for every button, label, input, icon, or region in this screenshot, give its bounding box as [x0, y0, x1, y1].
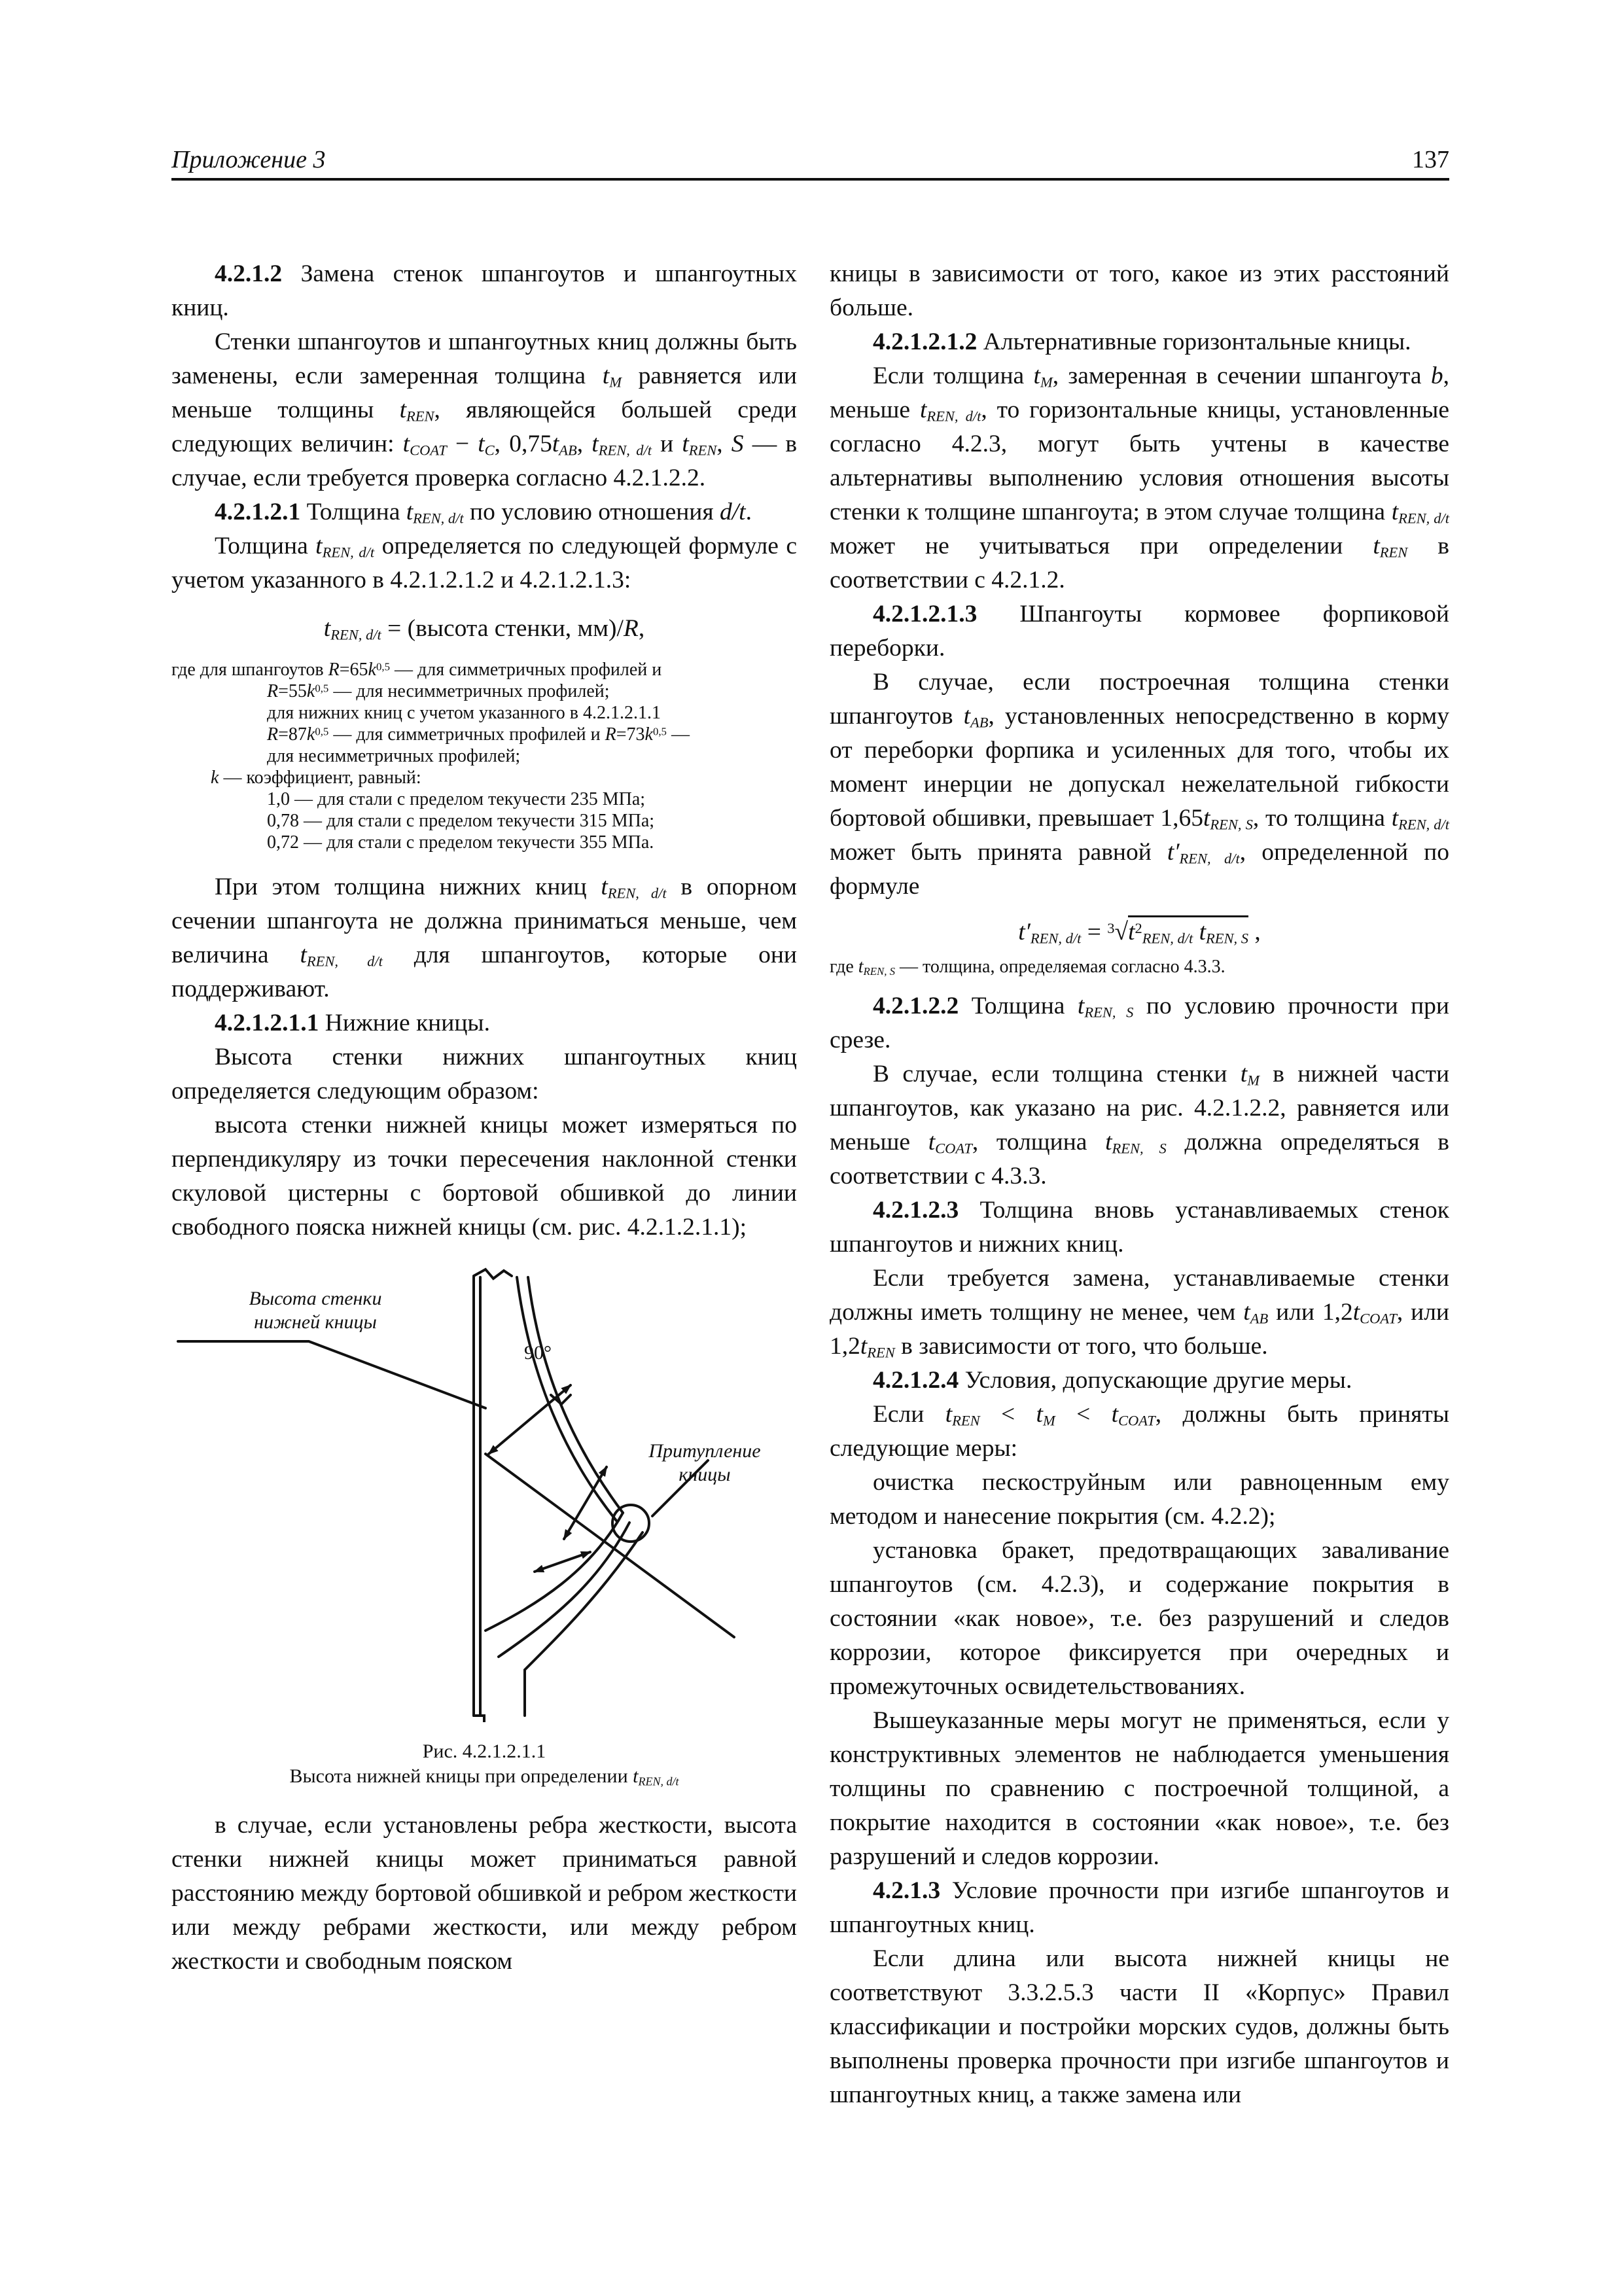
- var: R: [328, 660, 340, 680]
- var: t: [300, 942, 307, 968]
- sup: 2: [1135, 919, 1142, 936]
- section-number: 4.2.1.2.1.2: [873, 328, 978, 355]
- section-title: Толщина вновь устанавливаемых стенок шпангоутов и нижних книц.: [830, 1197, 1449, 1258]
- where-line-8: 0,78 — для стали с пределом текучести 315 МПа;: [267, 811, 655, 831]
- text: определяется по следующей формуле с учетом указанного в 4.2.1.2.1.2 и 4.2.1.2.1.3:: [171, 533, 798, 593]
- sub: REN, d/t: [607, 885, 667, 902]
- section-title: Замена стенок шпангоутов и шпангоутных книц.: [171, 260, 797, 321]
- paragraph: Вышеуказанные меры могут не применяться, если у конструктивных элементов не наблюдается уменьшения толщины по сравнению с построечной толщиной, а покрытие находится в состоянии «как новое», т.е. без разрушений и следов коррозии.: [830, 1707, 1449, 1870]
- var: t: [602, 362, 610, 389]
- var: t: [591, 431, 599, 457]
- left-column: [171, 257, 797, 1979]
- sub: REN, d/t: [1142, 930, 1193, 947]
- paragraph: [171, 325, 797, 495]
- var: t: [601, 874, 608, 900]
- sub: COAT: [1118, 1412, 1155, 1429]
- section-title: Нижние кницы.: [319, 1010, 490, 1036]
- sub: REN, S: [1112, 1140, 1167, 1157]
- text: или 1,2: [1268, 1299, 1353, 1326]
- var: k: [211, 768, 219, 788]
- text: , или 1,2: [830, 1299, 1449, 1360]
- text: , определенной по формуле: [830, 839, 1449, 900]
- text: =73: [616, 724, 645, 745]
- section-number: 4.2.1.3: [873, 1877, 941, 1904]
- text: , замеренная в сечении шпангоута: [1052, 362, 1431, 389]
- sub: REN: [688, 442, 717, 459]
- var: t: [399, 397, 407, 423]
- paragraph: [830, 665, 1449, 904]
- var: t: [1243, 1299, 1250, 1326]
- section-number: 4.2.1.2.1.3: [873, 601, 978, 627]
- text: Если: [873, 1401, 945, 1428]
- var: t: [1391, 499, 1399, 525]
- var: R: [267, 724, 279, 745]
- var: t: [323, 615, 331, 642]
- section-number: 4.2.1.2.2: [873, 993, 959, 1019]
- section-4-2-1-3: [830, 1874, 1449, 1942]
- formula-t-ren-dt: [171, 612, 797, 646]
- sub: COAT: [1360, 1310, 1397, 1327]
- section-4-2-1-2-1-3: [830, 597, 1449, 665]
- section-title: Альтернативные горизонтальные кницы.: [977, 328, 1411, 355]
- sub: REN, d/t: [413, 510, 464, 527]
- paragraph: в случае, если установлены ребра жесткости, высота стенки нижней кницы может приниматься равной расстоянию между бортовой обшивкой и ребром жесткости или между ребрами жесткости, или между ребром жесткости и свободным пояском: [171, 1812, 797, 1975]
- sub: REN, d/t: [1030, 930, 1082, 947]
- var: t: [315, 533, 323, 559]
- sub: M: [1247, 1072, 1260, 1089]
- sub: REN, S: [1210, 816, 1253, 833]
- sub: COAT: [410, 442, 447, 459]
- figure-label-angle: 90°: [524, 1342, 552, 1364]
- paragraph: очистка пескоструйным или равноценным ему методом и нанесение покрытия (см. 4.2.2);: [830, 1469, 1449, 1530]
- text: , 0,75: [494, 431, 552, 457]
- sub: M: [1040, 374, 1053, 391]
- var: k: [368, 660, 376, 680]
- running-header-title: Приложение 3: [171, 146, 326, 173]
- var: R: [267, 681, 279, 701]
- text: ,: [716, 431, 732, 457]
- var: t: [1036, 1401, 1043, 1428]
- sub: REN, d/t: [322, 544, 375, 561]
- sub: REN: [1379, 544, 1408, 561]
- var: d/t: [719, 499, 746, 525]
- sub: COAT: [935, 1140, 972, 1157]
- text: = (высота стенки, мм)/: [381, 615, 624, 642]
- page-number: 137: [1412, 146, 1449, 173]
- var: S: [731, 431, 744, 457]
- radical-sign: √: [1114, 919, 1129, 945]
- paragraph: [171, 870, 797, 1006]
- var: t: [1077, 993, 1085, 1019]
- text: , установленных непосредственно в корму от переборки форпика и усиленных для того, чтобы их момент инерции не допускал нежелательной гибкости бортовой обшивки, превышает 1,65: [830, 703, 1449, 832]
- caption-text: Высота нижней кницы при определении: [289, 1765, 633, 1787]
- var: t: [928, 1129, 936, 1156]
- text: =55: [278, 681, 307, 701]
- section-4-2-1-2-1-1: [171, 1006, 797, 1040]
- text: где для шпангоутов: [171, 660, 328, 680]
- sub: REN, S: [863, 965, 896, 978]
- text: .: [745, 499, 752, 525]
- sub: M: [609, 374, 622, 391]
- where-line-6: [171, 767, 797, 788]
- text: ,: [576, 431, 592, 457]
- paragraph: [171, 529, 797, 597]
- sub: REN: [406, 408, 434, 425]
- var: t: [919, 397, 927, 423]
- sup: 0,5: [652, 725, 667, 738]
- var: t: [1128, 919, 1135, 945]
- sub: REN, d/t: [1398, 510, 1450, 527]
- section-number: 4.2.1.2.1.1: [215, 1010, 319, 1036]
- text: ,: [1248, 919, 1261, 945]
- sub: AB: [559, 442, 577, 459]
- figure-label-snipe: [626, 1439, 783, 1487]
- var: t: [1033, 362, 1040, 389]
- text: Стенки шпангоутов и шпангоутных книц должны быть заменены, если замеренная толщина: [171, 328, 797, 389]
- text: для шпангоутов, которые они поддерживают.: [171, 942, 797, 1002]
- section-4-2-1-2-4: [830, 1364, 1449, 1398]
- section-number: 4.2.1.2.4: [873, 1367, 959, 1394]
- header-rule: [171, 178, 1449, 181]
- var: t: [1193, 919, 1207, 945]
- text: — в случае, если требуется проверка согласно 4.2.1.2.2.: [171, 431, 798, 491]
- sup: 0,5: [315, 682, 329, 695]
- text: может не учитываться при определении: [830, 533, 1373, 559]
- paragraph: [830, 1057, 1449, 1193]
- sub: C: [484, 442, 495, 459]
- text: При этом толщина нижних книц: [215, 874, 601, 900]
- web-height-dimension: [489, 1385, 571, 1454]
- radicand: [1128, 915, 1248, 945]
- var: t: [1111, 1401, 1119, 1428]
- sub: REN: [867, 1344, 895, 1361]
- figure-4-2-1-2-1-1: [171, 1264, 797, 1735]
- spacer: [171, 853, 797, 870]
- label-line: нижней кницы: [254, 1311, 377, 1333]
- var: R: [623, 615, 639, 642]
- sub: REN, d/t: [926, 408, 981, 425]
- section-4-2-1-2: [171, 257, 797, 325]
- var: t: [552, 431, 559, 457]
- paragraph: Высота стенки нижних шпангоутных книц определяется следующим образом:: [171, 1044, 797, 1104]
- text: , являющейся большей среди следующих величин:: [171, 397, 797, 457]
- sub: AB: [1250, 1310, 1269, 1327]
- var: t: [1203, 805, 1210, 832]
- figure-caption: [171, 1739, 797, 1789]
- section-4-2-1-2-2: [830, 989, 1449, 1057]
- paragraph: [830, 1262, 1449, 1364]
- right-column: [830, 257, 1449, 2112]
- var: t: [858, 957, 864, 977]
- where-line-9: 0,72 — для стали с пределом текучести 355 МПа.: [267, 832, 654, 853]
- var: t: [1391, 805, 1399, 832]
- section-number: 4.2.1.2: [215, 260, 283, 287]
- text: в зависимости от того, что больше.: [894, 1333, 1268, 1360]
- section-title: Шпангоуты кормовее форпиковой переборки.: [830, 601, 1449, 662]
- paragraph: установка бракет, предотвращающих заваливание шпангоутов (см. 4.2.3), и содержание покрытия в состоянии «как новое», т.е. без разрушений и следов коррозии, которое фиксируется при очередных и промежуточных освидетельствованиях.: [830, 1537, 1449, 1700]
- var: t: [682, 431, 689, 457]
- text: <: [979, 1401, 1036, 1428]
- var: t: [402, 431, 410, 457]
- label-line: Притупление: [648, 1440, 761, 1462]
- root-index: 3: [1107, 919, 1115, 936]
- text: Толщина: [959, 993, 1078, 1019]
- section-number: 4.2.1.2.1: [215, 499, 301, 525]
- text: =65: [339, 660, 368, 680]
- text: =87: [278, 724, 307, 745]
- sub: REN: [952, 1412, 980, 1429]
- sub: REN, S: [1206, 930, 1249, 947]
- text: <: [1055, 1401, 1112, 1428]
- section-title: Условие прочности при изгибе шпангоутов и шпангоутных книц.: [830, 1877, 1449, 1938]
- var: t: [1373, 533, 1380, 559]
- var: b: [1430, 362, 1443, 389]
- sub: REN, d/t: [1398, 816, 1450, 833]
- sub: REN, d/t: [638, 1775, 679, 1788]
- var: t: [406, 499, 414, 525]
- sub: M: [1042, 1412, 1055, 1429]
- text: Толщина: [215, 533, 316, 559]
- var: k: [644, 724, 653, 745]
- text: В случае, если построечная толщина стенки шпангоутов: [830, 669, 1449, 730]
- where-line-2: [171, 680, 797, 702]
- text: равняется или меньше толщины: [171, 362, 797, 423]
- text: Толщина: [300, 499, 406, 525]
- var: t′: [1167, 839, 1180, 866]
- sub: REN, d/t: [598, 442, 652, 459]
- section-4-2-1-2-3: [830, 1193, 1449, 1262]
- text: Если требуется замена, устанавливаемые стенки должны иметь толщину не менее, чем: [830, 1265, 1449, 1326]
- sub: REN, d/t: [306, 953, 383, 970]
- text: по условию отношения: [463, 499, 720, 525]
- figure-label-web-height: [217, 1287, 414, 1334]
- var: t: [478, 431, 485, 457]
- sup: 0,5: [376, 660, 390, 673]
- var: t: [860, 1333, 868, 1360]
- var: R: [605, 724, 616, 745]
- text: в нижней части шпангоутов, как указано на рис. 4.2.1.2.2, равняется или меньше: [830, 1061, 1450, 1156]
- text: Если толщина: [873, 362, 1034, 389]
- paragraph: Если длина или высота нижней кницы не соответствуют 3.3.2.5.3 части II «Корпус» Правил классификации и постройки морских судов, должны быть выполнены проверка прочности при изгибе шпангоутов и шпангоутных книц, а также замена или: [830, 1945, 1449, 2108]
- where-line-5: для несимметричных профилей;: [267, 746, 521, 766]
- section-title: Условия, допускающие другие меры.: [959, 1367, 1352, 1394]
- caption-number: Рис. 4.2.1.2.1.1: [422, 1740, 546, 1762]
- var: t: [963, 703, 970, 730]
- text: −: [446, 431, 478, 457]
- var: k: [306, 724, 315, 745]
- section-4-2-1-2-1: [171, 495, 797, 529]
- text: и: [651, 431, 682, 457]
- paragraph-continued: кницы в зависимости от того, какое из этих расстояний больше.: [830, 260, 1449, 321]
- var: k: [306, 681, 315, 701]
- sub: REN, d/t: [1179, 850, 1240, 867]
- paragraph: [830, 359, 1449, 597]
- where-line-3: для нижних книц с учетом указанного в 4.2.1.2.1.1: [267, 703, 661, 723]
- text: в соответствии с 4.2.1.2.: [830, 533, 1449, 593]
- paragraph: высота стенки нижней кницы может измеряться по перпендикуляру из точки пересечения наклонной стенки скуловой цистерны с бортовой обшивкой до линии свободного пояска нижней кницы (см. рис. 4.2.1.2.1.1);: [171, 1112, 797, 1241]
- text: ,: [638, 615, 645, 642]
- text: — толщина, определяемая согласно 4.3.3.: [895, 957, 1225, 977]
- sub: REN, d/t: [330, 626, 381, 643]
- text: — для несимметричных профилей;: [328, 681, 610, 701]
- var: t: [945, 1401, 953, 1428]
- text: в опорном сечении шпангоута не должна приниматься меньше, чем величина: [171, 874, 798, 968]
- text: может быть принята равной: [830, 839, 1167, 866]
- text: , то горизонтальные кницы, установленные согласно 4.2.3, могут быть учтены в качестве альтернативы выполнению условия отношения высоты стенки к толщине шпангоута; в этом случае толщина: [830, 397, 1450, 525]
- text: , то толщина: [1252, 805, 1392, 832]
- where-line-7: 1,0 — для стали с пределом текучести 235 МПа;: [267, 789, 646, 809]
- label-line: кницы: [679, 1464, 731, 1485]
- var: t: [1240, 1061, 1248, 1087]
- var: t: [1105, 1129, 1112, 1156]
- var: t′: [1018, 919, 1031, 945]
- where-line-4: [171, 724, 797, 745]
- text: , меньше: [830, 362, 1449, 423]
- label-line: Высота стенки: [249, 1288, 382, 1309]
- section-number: 4.2.1.2.3: [873, 1197, 959, 1224]
- var: t: [1352, 1299, 1360, 1326]
- text: где: [830, 957, 858, 977]
- text: — для симметричных профилей и: [389, 660, 662, 680]
- text: — коэффициент, равный:: [219, 768, 421, 788]
- text: —: [666, 724, 690, 745]
- text: должна определяться в соответствии с 4.3.3.: [830, 1129, 1449, 1190]
- text: =: [1081, 919, 1108, 945]
- sub: REN, S: [1084, 1004, 1134, 1021]
- formula-explanation-2: [830, 956, 1449, 978]
- text: В случае, если толщина стенки: [873, 1061, 1241, 1087]
- section-4-2-1-2-1-2: [830, 325, 1449, 359]
- sup: 0,5: [315, 725, 329, 738]
- where-line-1: [171, 659, 797, 680]
- formula-explanation: [171, 659, 797, 853]
- paragraph: [830, 1398, 1449, 1466]
- sub: AB: [970, 714, 989, 731]
- spacer: [171, 1789, 797, 1809]
- text: — для симметричных профилей и: [328, 724, 605, 745]
- var: t: [633, 1765, 639, 1787]
- text: , должны быть приняты следующие меры:: [830, 1401, 1450, 1462]
- formula-t-prime: [830, 915, 1449, 949]
- text: , толщина: [972, 1129, 1106, 1156]
- text: по условию прочности при срезе.: [830, 993, 1449, 1053]
